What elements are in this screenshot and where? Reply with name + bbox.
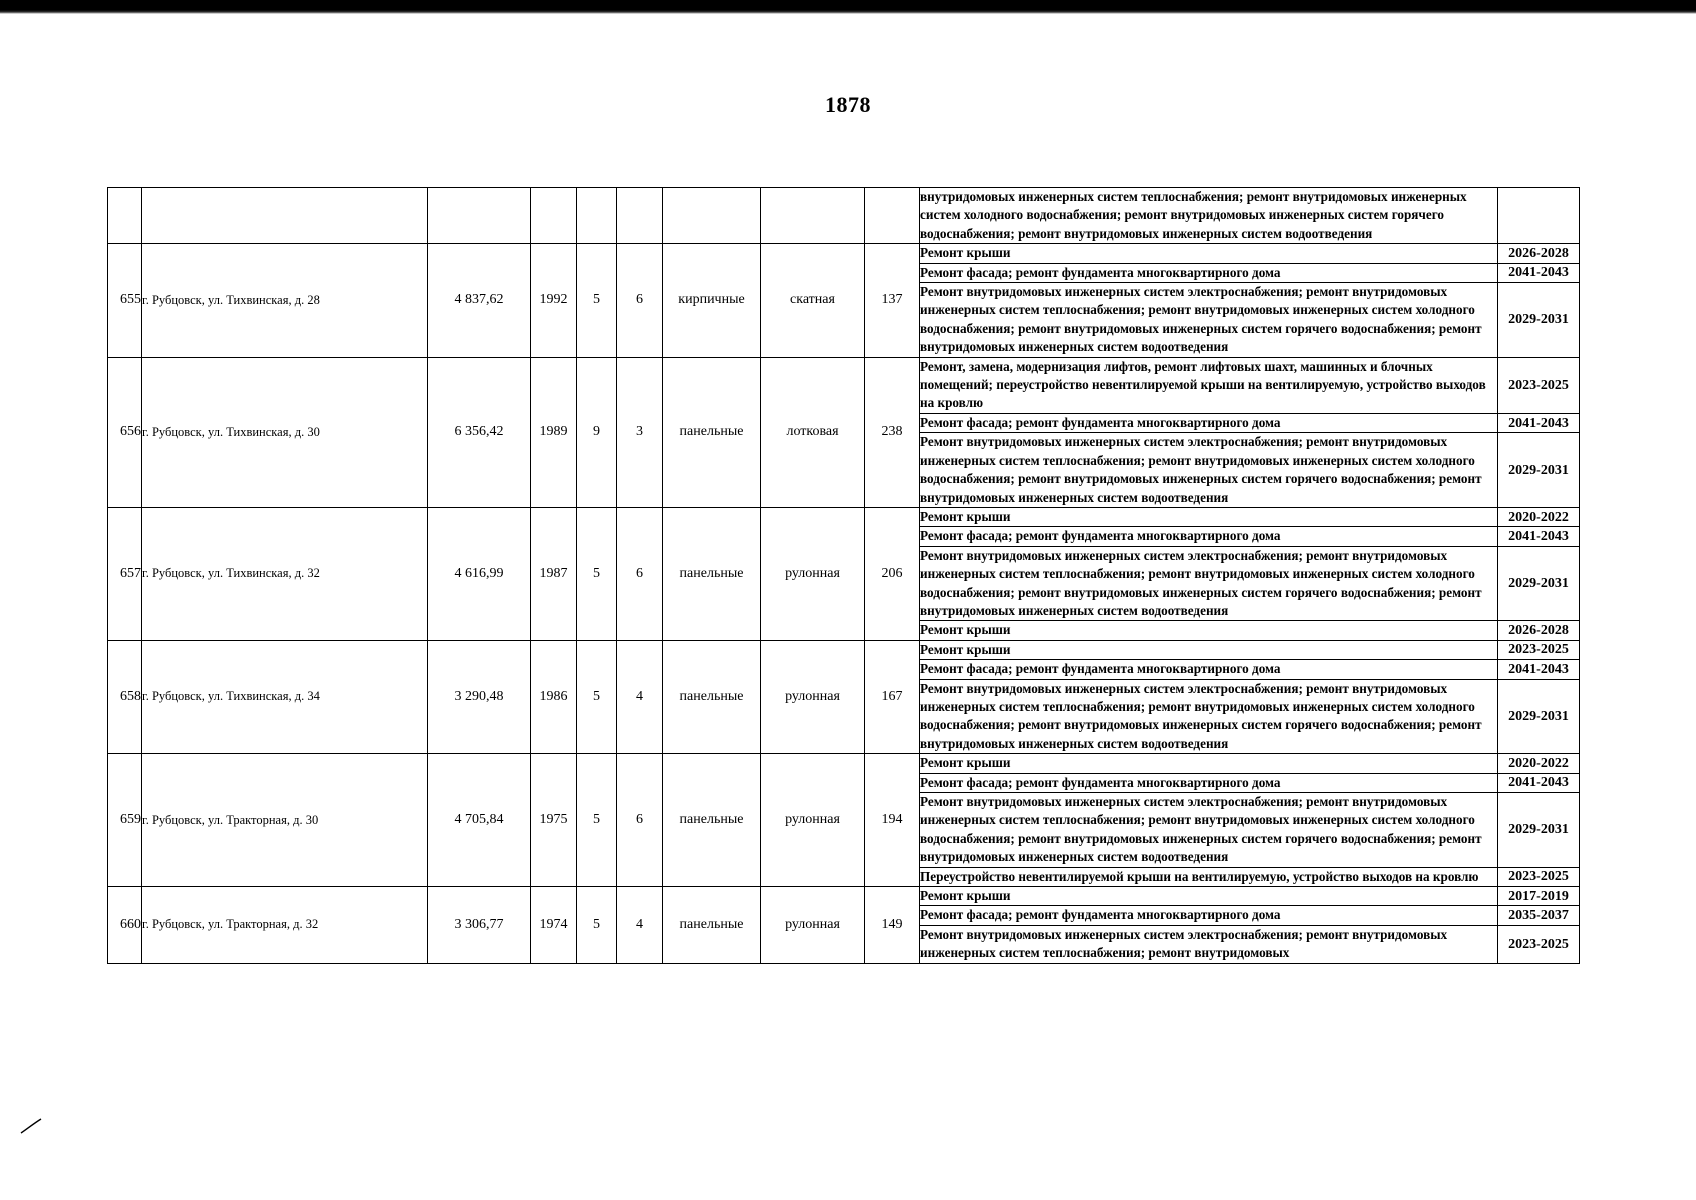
repair-period: 2023-2025 (1498, 867, 1580, 886)
cell-empty (663, 188, 761, 244)
floors-cell: 5 (577, 754, 617, 887)
wall-material-cell: кирпичные (663, 244, 761, 357)
roof-type-cell: лотковая (761, 357, 865, 507)
floors-cell: 9 (577, 357, 617, 507)
area-cell: 4 616,99 (428, 507, 531, 640)
row-number: 657 (108, 507, 142, 640)
repair-period: 2041-2043 (1498, 527, 1580, 546)
work-description: Ремонт внутридомовых инженерных систем электроснабжения; ремонт внутридомовых инженерных систем теплоснабжения; ремонт внутридомовых инженерных систем холодного водоснабжения; ремонт внутридомовых инженерных систем горячего водоснабжения; ремонт внутридомовых инженерных систем водоотведения (920, 793, 1498, 868)
year-cell: 1987 (531, 507, 577, 640)
work-description: внутридомовых инженерных систем теплоснабжения; ремонт внутридомовых инженерных систем холодного водоснабжения; ремонт внутридомовых инженерных систем горячего водоснабжения; ремонт внутридомовых инженерных систем водоотведения (920, 188, 1498, 244)
roof-type-cell: рулонная (761, 640, 865, 753)
table-row (108, 754, 1580, 773)
repair-period: 2029-2031 (1498, 793, 1580, 868)
work-description: Ремонт внутридомовых инженерных систем электроснабжения; ремонт внутридомовых инженерных систем теплоснабжения; ремонт внутридомовых инженерных систем холодного водоснабжения; ремонт внутридомовых инженерных систем горячего водоснабжения; ремонт внутридомовых инженерных систем водоотведения (920, 546, 1498, 621)
address-cell: г. Рубцовск, ул. Тракторная, д. 30 (142, 754, 428, 887)
page-number: 1878 (825, 92, 871, 117)
year-cell: 1986 (531, 640, 577, 753)
floors-cell: 5 (577, 640, 617, 753)
entrances-cell: 6 (617, 754, 663, 887)
work-description: Ремонт фасада; ремонт фундамента многоквартирного дома (920, 660, 1498, 679)
work-description: Ремонт фасада; ремонт фундамента многоквартирного дома (920, 906, 1498, 925)
apartments-cell: 206 (865, 507, 920, 640)
work-description: Ремонт, замена, модернизация лифтов, ремонт лифтовых шахт, машинных и блочных помещений; переустройство невентилируемой крыши на вентилируемую, устройство выходов на кровлю (920, 357, 1498, 413)
row-number: 656 (108, 357, 142, 507)
year-cell: 1975 (531, 754, 577, 887)
table-row (108, 357, 1580, 413)
work-description: Ремонт крыши (920, 507, 1498, 526)
wall-material-cell: панельные (663, 507, 761, 640)
housing-repair-table (107, 187, 1580, 964)
floors-cell: 5 (577, 507, 617, 640)
row-number: 655 (108, 244, 142, 357)
row-number: 659 (108, 754, 142, 887)
repair-period: 2041-2043 (1498, 660, 1580, 679)
work-description: Ремонт крыши (920, 887, 1498, 906)
area-cell: 6 356,42 (428, 357, 531, 507)
cell-empty (142, 188, 428, 244)
area-cell: 3 306,77 (428, 887, 531, 964)
repair-period: 2023-2025 (1498, 357, 1580, 413)
table-row (108, 887, 1580, 906)
year-cell: 1989 (531, 357, 577, 507)
area-cell: 4 837,62 (428, 244, 531, 357)
table-row (108, 507, 1580, 526)
entrances-cell: 6 (617, 507, 663, 640)
repair-period: 2041-2043 (1498, 773, 1580, 792)
continuation-row (108, 188, 1580, 244)
roof-type-cell: рулонная (761, 887, 865, 964)
table-body (108, 188, 1580, 964)
work-description: Ремонт крыши (920, 640, 1498, 659)
entrances-cell: 6 (617, 244, 663, 357)
year-cell: 1992 (531, 244, 577, 357)
work-description: Ремонт крыши (920, 244, 1498, 263)
work-description: Ремонт внутридомовых инженерных систем электроснабжения; ремонт внутридомовых инженерных систем теплоснабжения; ремонт внутридомовых инженерных систем холодного водоснабжения; ремонт внутридомовых инженерных систем горячего водоснабжения; ремонт внутридомовых инженерных систем водоотведения (920, 433, 1498, 508)
apartments-cell: 137 (865, 244, 920, 357)
cell-empty (108, 188, 142, 244)
repair-period: 2017-2019 (1498, 887, 1580, 906)
apartments-cell: 194 (865, 754, 920, 887)
table-row (108, 244, 1580, 263)
row-number: 658 (108, 640, 142, 753)
floors-cell: 5 (577, 887, 617, 964)
work-description: Ремонт внутридомовых инженерных систем электроснабжения; ремонт внутридомовых инженерных систем теплоснабжения; ремонт внутридомовых инженерных систем холодного водоснабжения; ремонт внутридомовых инженерных систем горячего водоснабжения; ремонт внутридомовых инженерных систем водоотведения (920, 679, 1498, 754)
floors-cell: 5 (577, 244, 617, 357)
repair-period: 2041-2043 (1498, 263, 1580, 282)
wall-material-cell: панельные (663, 640, 761, 753)
apartments-cell: 167 (865, 640, 920, 753)
repair-period: 2020-2022 (1498, 754, 1580, 773)
roof-type-cell: рулонная (761, 754, 865, 887)
work-description: Ремонт фасада; ремонт фундамента многоквартирного дома (920, 527, 1498, 546)
address-cell: г. Рубцовск, ул. Тихвинская, д. 30 (142, 357, 428, 507)
work-description: Ремонт крыши (920, 621, 1498, 640)
entrances-cell: 4 (617, 640, 663, 753)
address-cell: г. Рубцовск, ул. Тихвинская, д. 32 (142, 507, 428, 640)
repair-period: 2029-2031 (1498, 546, 1580, 621)
repair-period: 2041-2043 (1498, 413, 1580, 432)
work-description: Ремонт фасада; ремонт фундамента многоквартирного дома (920, 773, 1498, 792)
repair-period: 2029-2031 (1498, 433, 1580, 508)
cell-empty (531, 188, 577, 244)
work-description: Ремонт фасада; ремонт фундамента многоквартирного дома (920, 263, 1498, 282)
pen-mark-icon (20, 1118, 42, 1134)
cell-empty (617, 188, 663, 244)
repair-period: 2026-2028 (1498, 621, 1580, 640)
repair-period: 2020-2022 (1498, 507, 1580, 526)
year-cell: 1974 (531, 887, 577, 964)
work-description: Ремонт фасада; ремонт фундамента многоквартирного дома (920, 413, 1498, 432)
cell-empty (428, 188, 531, 244)
repair-period: 2029-2031 (1498, 679, 1580, 754)
address-cell: г. Рубцовск, ул. Тихвинская, д. 28 (142, 244, 428, 357)
cell-empty (1498, 188, 1580, 244)
repair-period: 2023-2025 (1498, 640, 1580, 659)
work-description: Ремонт внутридомовых инженерных систем электроснабжения; ремонт внутридомовых инженерных систем теплоснабжения; ремонт внутридомовых (920, 925, 1498, 963)
wall-material-cell: панельные (663, 357, 761, 507)
wall-material-cell: панельные (663, 754, 761, 887)
work-description: Ремонт крыши (920, 754, 1498, 773)
repair-period: 2035-2037 (1498, 906, 1580, 925)
cell-empty (577, 188, 617, 244)
address-cell: г. Рубцовск, ул. Тихвинская, д. 34 (142, 640, 428, 753)
repair-period: 2029-2031 (1498, 283, 1580, 358)
roof-type-cell: рулонная (761, 507, 865, 640)
roof-type-cell: скатная (761, 244, 865, 357)
work-description: Переустройство невентилируемой крыши на вентилируемую, устройство выходов на кровлю (920, 867, 1498, 886)
apartments-cell: 149 (865, 887, 920, 964)
entrances-cell: 3 (617, 357, 663, 507)
cell-empty (761, 188, 865, 244)
apartments-cell: 238 (865, 357, 920, 507)
table-row (108, 640, 1580, 659)
area-cell: 3 290,48 (428, 640, 531, 753)
wall-material-cell: панельные (663, 887, 761, 964)
area-cell: 4 705,84 (428, 754, 531, 887)
repair-period: 2026-2028 (1498, 244, 1580, 263)
address-cell: г. Рубцовск, ул. Тракторная, д. 32 (142, 887, 428, 964)
entrances-cell: 4 (617, 887, 663, 964)
scan-top-border (0, 0, 1696, 14)
cell-empty (865, 188, 920, 244)
row-number: 660 (108, 887, 142, 964)
work-description: Ремонт внутридомовых инженерных систем электроснабжения; ремонт внутридомовых инженерных систем теплоснабжения; ремонт внутридомовых инженерных систем холодного водоснабжения; ремонт внутридомовых инженерных систем горячего водоснабжения; ремонт внутридомовых инженерных систем водоотведения (920, 283, 1498, 358)
repair-period: 2023-2025 (1498, 925, 1580, 963)
